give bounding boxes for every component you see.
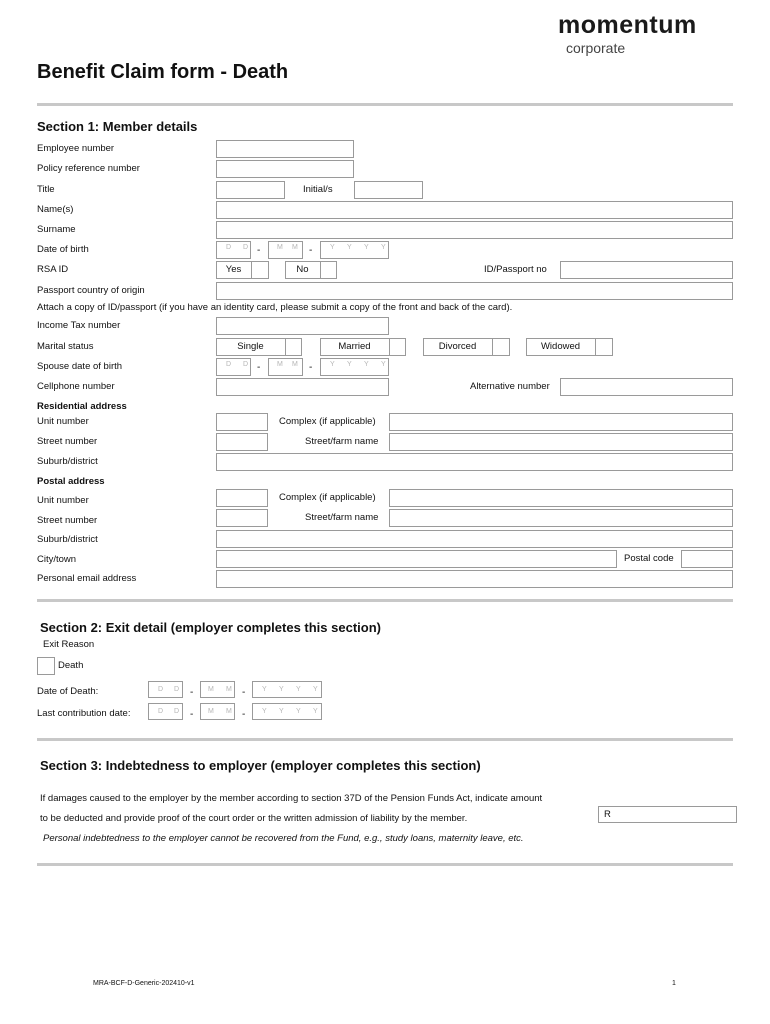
- last-contribution-label: Last contribution date:: [37, 708, 131, 719]
- indebtedness-text-1: If damages caused to the employer by the member according to section 37D of the Pension Funds Act, indicate amount: [40, 793, 543, 804]
- lcd-y2-ph: Y: [279, 708, 284, 715]
- res-unit-label: Unit number: [37, 416, 89, 427]
- id-passport-input[interactable]: [560, 261, 733, 279]
- res-suburb-label: Suburb/district: [37, 456, 98, 467]
- divider: [37, 863, 733, 866]
- names-input[interactable]: [216, 201, 733, 219]
- postal-address-heading: Postal address: [37, 476, 105, 487]
- attach-note: Attach a copy of ID/passport (if you have an identity card, please submit a copy of the front and back of the card).: [37, 302, 513, 313]
- post-street-number-input[interactable]: [216, 509, 268, 527]
- dob-d2-ph: D: [243, 244, 249, 251]
- section2-heading: Section 2: Exit detail (employer completes this section): [40, 620, 381, 635]
- rsa-id-label: RSA ID: [37, 264, 69, 275]
- passport-country-input[interactable]: [216, 282, 733, 300]
- dod-sep2: -: [242, 687, 246, 698]
- spouse-sep2: -: [309, 362, 313, 373]
- residential-address-heading: Residential address: [37, 401, 127, 412]
- page-title: Benefit Claim form - Death: [37, 61, 289, 83]
- alt-number-label: Alternative number: [470, 381, 550, 392]
- marital-divorced-label: Divorced: [438, 341, 477, 352]
- dob-y3-ph: Y: [364, 244, 369, 251]
- dod-d2-ph: D: [174, 686, 180, 693]
- spouse-dob-label: Spouse date of birth: [37, 361, 123, 372]
- currency-label: R: [604, 809, 611, 820]
- spouse-y2-ph: Y: [347, 361, 352, 368]
- spouse-m2-ph: M: [292, 361, 298, 368]
- dob-m2-ph: M: [292, 244, 298, 251]
- cellphone-label: Cellphone number: [37, 381, 115, 392]
- income-tax-label: Income Tax number: [37, 320, 121, 331]
- brand-name: momentum: [558, 11, 697, 39]
- spouse-sep1: -: [257, 362, 261, 373]
- res-street-number-label: Street number: [37, 436, 98, 447]
- income-tax-input[interactable]: [216, 317, 389, 335]
- marital-widowed-label: Widowed: [540, 341, 581, 352]
- res-unit-input[interactable]: [216, 413, 268, 431]
- dob-sep2: -: [309, 245, 313, 256]
- amount-input[interactable]: [598, 806, 737, 823]
- dod-d1-ph: D: [158, 686, 164, 693]
- rsa-id-yes-checkbox[interactable]: [251, 261, 252, 279]
- divider: [37, 599, 733, 602]
- marital-single-label: Single: [237, 341, 264, 352]
- initials-label: Initial/s: [303, 184, 333, 195]
- marital-single-checkbox[interactable]: [285, 338, 286, 356]
- postal-code-label: Postal code: [624, 553, 674, 564]
- lcd-sep2: -: [242, 709, 246, 720]
- marital-married-label: Married: [338, 341, 371, 352]
- section3-heading: Section 3: Indebtedness to employer (employer completes this section): [40, 758, 481, 773]
- surname-label: Surname: [37, 224, 76, 235]
- brand-sub: corporate: [566, 40, 626, 56]
- lcd-m2-ph: M: [226, 708, 232, 715]
- marital-widowed-checkbox[interactable]: [595, 338, 596, 356]
- email-input[interactable]: [216, 570, 733, 588]
- dod-y4-ph: Y: [313, 686, 318, 693]
- lcd-y4-ph: Y: [313, 708, 318, 715]
- res-complex-input[interactable]: [389, 413, 733, 431]
- spouse-y3-ph: Y: [364, 361, 369, 368]
- dod-y2-ph: Y: [279, 686, 284, 693]
- indebtedness-note: Personal indebtedness to the employer cannot be recovered from the Fund, e.g., study loans, maternity leave, etc.: [43, 833, 524, 844]
- dod-m1-ph: M: [208, 686, 214, 693]
- res-street-name-label: Street/farm name: [305, 436, 379, 447]
- post-unit-label: Unit number: [37, 495, 89, 506]
- marital-divorced-checkbox[interactable]: [492, 338, 493, 356]
- dod-sep1: -: [190, 687, 194, 698]
- alt-number-input[interactable]: [560, 378, 733, 396]
- lcd-m1-ph: M: [208, 708, 214, 715]
- death-checkbox[interactable]: [37, 657, 55, 675]
- dob-y4-ph: Y: [381, 244, 386, 251]
- res-suburb-input[interactable]: [216, 453, 733, 471]
- dod-y3-ph: Y: [296, 686, 301, 693]
- spouse-m1-ph: M: [277, 361, 283, 368]
- death-label: Death: [58, 660, 84, 671]
- footer-code: MRA-BCF-D-Generic-202410-v1: [93, 980, 195, 987]
- spouse-d1-ph: D: [226, 361, 232, 368]
- surname-input[interactable]: [216, 221, 733, 239]
- policy-reference-label: Policy reference number: [37, 163, 140, 174]
- city-input[interactable]: [216, 550, 617, 568]
- page-number: 1: [672, 980, 676, 987]
- exit-reason-label: Exit Reason: [43, 639, 95, 650]
- dob-m1-ph: M: [277, 244, 283, 251]
- passport-country-label: Passport country of origin: [37, 285, 145, 296]
- spouse-y4-ph: Y: [381, 361, 386, 368]
- title-label: Title: [37, 184, 55, 195]
- lcd-y1-ph: Y: [262, 708, 267, 715]
- post-suburb-input[interactable]: [216, 530, 733, 548]
- res-street-number-input[interactable]: [216, 433, 268, 451]
- date-of-death-label: Date of Death:: [37, 686, 99, 697]
- post-complex-label: Complex (if applicable): [279, 492, 376, 503]
- post-street-name-label: Street/farm name: [305, 512, 379, 523]
- dob-y2-ph: Y: [347, 244, 352, 251]
- rsa-id-yes-label: Yes: [225, 264, 242, 275]
- marital-status-label: Marital status: [37, 341, 94, 352]
- rsa-id-no-label: No: [296, 264, 309, 275]
- post-street-number-label: Street number: [37, 515, 98, 526]
- dod-y1-ph: Y: [262, 686, 267, 693]
- post-complex-input[interactable]: [389, 489, 733, 507]
- employee-number-input[interactable]: [216, 140, 354, 158]
- lcd-sep1: -: [190, 709, 194, 720]
- divider: [37, 103, 733, 106]
- dod-m2-ph: M: [226, 686, 232, 693]
- dob-label: Date of birth: [37, 244, 89, 255]
- dob-sep1: -: [257, 245, 261, 256]
- title-input[interactable]: [216, 181, 285, 199]
- initials-input[interactable]: [354, 181, 423, 199]
- policy-reference-input[interactable]: [216, 160, 354, 178]
- spouse-d2-ph: D: [243, 361, 249, 368]
- marital-married-checkbox[interactable]: [389, 338, 390, 356]
- divider: [37, 738, 733, 741]
- res-street-name-input[interactable]: [389, 433, 733, 451]
- postal-code-input[interactable]: [681, 550, 733, 568]
- lcd-y3-ph: Y: [296, 708, 301, 715]
- email-label: Personal email address: [37, 573, 137, 584]
- employee-number-label: Employee number: [37, 143, 115, 154]
- cellphone-input[interactable]: [216, 378, 389, 396]
- dob-y1-ph: Y: [330, 244, 335, 251]
- post-street-name-input[interactable]: [389, 509, 733, 527]
- section1-heading: Section 1: Member details: [37, 119, 198, 134]
- names-label: Name(s): [37, 204, 74, 215]
- id-passport-label: ID/Passport no: [484, 264, 547, 275]
- post-suburb-label: Suburb/district: [37, 534, 98, 545]
- dob-d1-ph: D: [226, 244, 232, 251]
- lcd-d1-ph: D: [158, 708, 164, 715]
- lcd-d2-ph: D: [174, 708, 180, 715]
- res-complex-label: Complex (if applicable): [279, 416, 376, 427]
- indebtedness-text-2: to be deducted and provide proof of the court order or the written admission of liability by the member.: [40, 813, 468, 824]
- spouse-y1-ph: Y: [330, 361, 335, 368]
- brand-logo: [558, 10, 697, 56]
- city-label: City/town: [37, 554, 77, 565]
- rsa-id-no-checkbox[interactable]: [320, 261, 321, 279]
- post-unit-input[interactable]: [216, 489, 268, 507]
